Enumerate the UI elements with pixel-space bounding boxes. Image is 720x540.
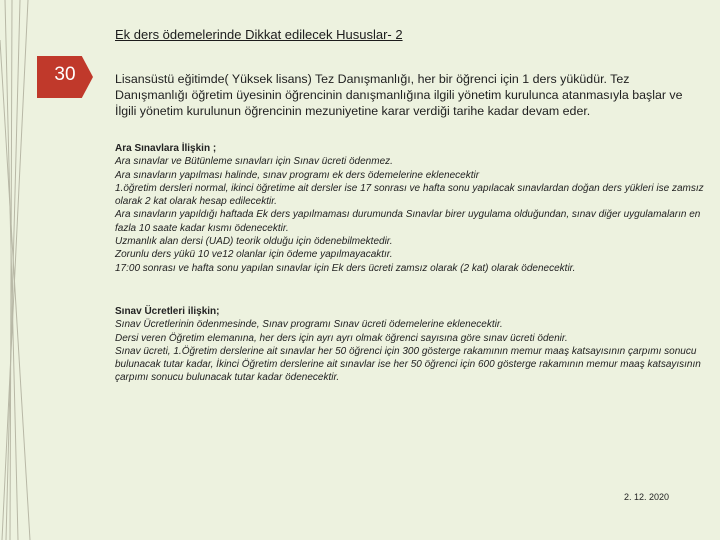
ara-line: Ara sınavların yapılması halinde, sınav programı ek ders ödemelerine eklenecektir <box>115 169 480 181</box>
ara-line: Ara sınavların yapıldığı haftada Ek ders yapılmaması durumunda Sınavlar birer uygulama olduğundan, sınav diğer uygulamaların en fazla 10 saate kadar kısmı ödenecektir. <box>115 209 701 234</box>
intro-paragraph: Lisansüstü eğitimde( Yüksek lisans) Tez Danışmanlığı, her bir öğrenci için 1 ders yüküdür. Tez Danışmanlığı öğretim üyesinin öğrencinin danışmanlığına ilgili yönetim kurulunca atanmasıyla başlar ve İlgili yönetim kurulunun öğrencinin mezuniyetine karar verdiği tarihe kadar devam eder. <box>115 72 683 119</box>
ucret-line: Sınav ücreti, 1.Öğretim derslerine ait sınavlar her 50 öğrenci için 300 gösterge rakamının memur maaş katsayısının çarpımı sonucu bulunacak tutar kadar, İkinci Öğretim derslerine ait sınavlar ise her 50 öğrenci için 600 gösterge rakamının memur maaş katsayısının çarpımı sonucu bulunacak tutar kadar ödenecektir. <box>115 345 701 384</box>
slide-date: 2. 12. 2020 <box>624 492 670 502</box>
ara-sinavlar-section <box>115 142 705 275</box>
page-number: 30 <box>54 64 76 85</box>
ara-line: Zorunlu ders yükü 10 ve12 olanlar için ödeme yapılmayacaktır. <box>115 249 393 261</box>
ara-line: Uzmanlık alan dersi (UAD) teorik olduğu için ödenebilmektedir. <box>115 236 393 248</box>
slide-title: Ek ders ödemelerinde Dikkat edilecek Hususlar- 2 <box>115 27 403 42</box>
sinav-ucretleri-section <box>115 305 705 385</box>
sinav-ucretleri-heading: Sınav Ücretleri ilişkin; <box>115 306 220 317</box>
ucret-line: Dersi veren Öğretim elemanına, her ders için ayrı ayrı olmak öğrenci sayısına göre sınav ücreti ödenir. <box>115 332 568 344</box>
ara-line: 1.öğretim dersleri normal, ikinci öğretime ait dersler ise 17 sonrası ve hafta sonu yapılacak sınavlardan doğan ders yükleri ise zamsız olarak 2 kat olarak hesap edilecektir. <box>115 182 704 208</box>
ara-sinavlar-heading: Ara Sınavlara İlişkin ; <box>115 143 217 154</box>
ara-line: 17:00 sonrası ve hafta sonu yapılan sınavlar için Ek ders ücreti zamsız olarak (2 kat) olarak ödenecektir. <box>115 262 576 274</box>
ara-line: Ara sınavlar ve Bütünleme sınavları için Sınav ücreti ödenmez. <box>115 156 393 168</box>
ucret-line: Sınav Ücretlerinin ödenmesinde, Sınav programı Sınav ücreti ödemelerine eklenecektir. <box>115 319 503 331</box>
